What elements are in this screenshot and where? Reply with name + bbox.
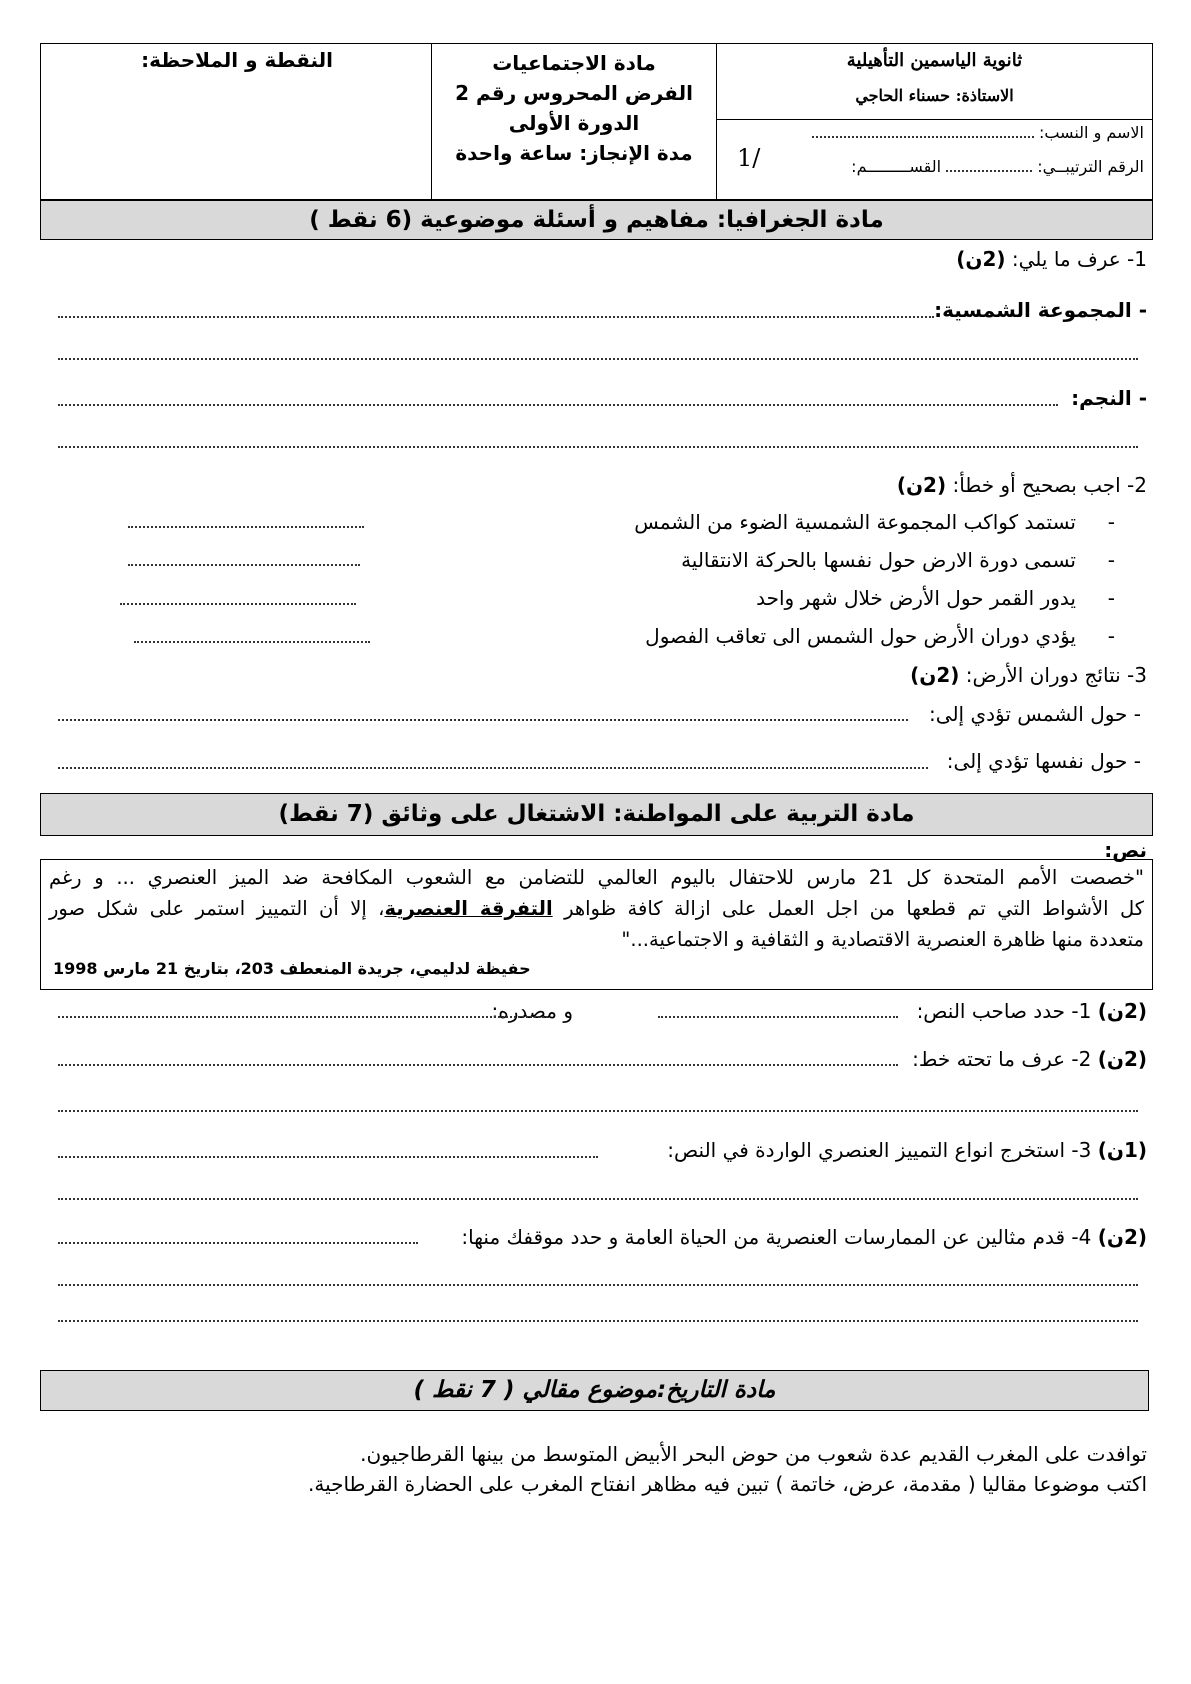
answer-line[interactable] <box>58 1016 548 1018</box>
history-section-title: مادة التاريخ:موضوع مقالي ( 7 نقط ) <box>40 1370 1149 1411</box>
statement-item: - يؤدي دوران الأرض حول الشمس الى تعاقب الفصول <box>645 624 1115 648</box>
geo-q2: 2- اجب بصحيح أو خطأ: (2ن) <box>896 473 1147 497</box>
student-name-field[interactable] <box>812 122 1144 142</box>
text-line-2: كل الأشواط التي تم قطعها من اجل العمل على ازالة كافة ظواهر التفرقة العنصرية، إلا أن التمييز استمر على شكل صور <box>49 897 1145 920</box>
underlined-term: التفرقة العنصرية <box>384 897 553 920</box>
civics-q1-source: و مصدره: <box>491 999 573 1023</box>
school-name: ثانوية الياسمين التأهيلية <box>846 50 1023 71</box>
statement-item: - تستمد كواكب المجموعة الشمسية الضوء من الشمس <box>634 510 1115 534</box>
geo-q3: 3- نتائج دوران الأرض: (2ن) <box>910 663 1147 687</box>
subject-title: مادة الاجتماعيات <box>492 51 656 75</box>
header-divider <box>717 119 1152 120</box>
answer-line[interactable] <box>58 767 928 769</box>
civics-q1: (2ن) 1- حدد صاحب النص: <box>916 999 1147 1023</box>
header-table <box>40 43 1153 200</box>
answer-line[interactable] <box>120 603 356 605</box>
civics-q4: (2ن) 4- قدم مثالين عن الممارسات العنصرية من الحياة العامة و حدد موقفك منها: <box>461 1225 1147 1249</box>
class-label: القســـــــــم: <box>851 157 942 176</box>
answer-line[interactable] <box>58 1242 418 1244</box>
geo-term-star: - النجم: <box>1071 386 1147 410</box>
answer-line[interactable] <box>58 1110 1138 1112</box>
geo-term-solar-system: - المجموعة الشمسية: <box>934 298 1147 322</box>
answer-line[interactable] <box>658 1016 898 1018</box>
answer-line[interactable] <box>58 1064 898 1066</box>
history-task: اكتب موضوعا مقاليا ( مقدمة، عرض، خاتمة ) تبين فيه مظاهر انفتاح المغرب على الحضارة القرطاجية. <box>307 1472 1147 1496</box>
history-intro: توافدت على المغرب القديم عدة شعوب من حوض البحر الأبيض المتوسط من بينها القرطاجيون. <box>360 1442 1147 1466</box>
source-text-box <box>40 859 1153 990</box>
name-dots <box>812 122 1034 138</box>
answer-line[interactable] <box>134 641 370 643</box>
teacher-name: الاستاذة: حسناء الحاجي <box>855 86 1014 105</box>
answer-line[interactable] <box>58 404 1058 406</box>
answer-line[interactable] <box>58 358 1138 360</box>
answer-line[interactable] <box>58 1284 1138 1286</box>
header-grade-cell <box>42 44 431 199</box>
civics-section-title: مادة التربية على المواطنة: الاشتغال على وثائق (7 نقط) <box>40 793 1153 836</box>
text-line-3: متعددة منها ظاهرة العنصرية الاقتصادية و الثقافية و الاجتماعية..." <box>621 928 1144 951</box>
answer-line[interactable] <box>58 1156 598 1158</box>
answer-line[interactable] <box>128 526 364 528</box>
answer-line[interactable] <box>58 316 934 318</box>
name-label: الاسم و النسب: <box>1038 123 1144 142</box>
answer-line[interactable] <box>58 1320 1138 1322</box>
geography-section-title: مادة الجغرافيا: مفاهيم و أسئلة موضوعية (6 نقط ) <box>40 200 1153 240</box>
session-title: الدورة الأولى <box>508 111 640 135</box>
duration-title: مدة الإنجاز: ساعة واحدة <box>455 141 693 165</box>
answer-line[interactable] <box>58 446 1138 448</box>
answer-line[interactable] <box>128 564 360 566</box>
civics-q3: (1ن) 3- استخرج انواع التمييز العنصري الواردة في النص: <box>667 1138 1147 1162</box>
page-mark: 1/ <box>737 144 761 172</box>
number-label: الرقم الترتيبــي: <box>1037 157 1144 176</box>
geo-q3-sun: - حول الشمس تؤدي إلى: <box>929 702 1141 726</box>
statement-item: - يدور القمر حول الأرض خلال شهر واحد <box>756 586 1115 610</box>
answer-line[interactable] <box>58 719 908 721</box>
civics-q2: (2ن) 2- عرف ما تحته خط: <box>912 1047 1147 1071</box>
exam-title: الفرض المحروس رقم 2 <box>455 81 693 105</box>
grade-label: النقطة و الملاحظة: <box>141 48 333 72</box>
statement-item: - تسمى دورة الارض حول نفسها بالحركة الانتقالية <box>681 548 1115 572</box>
student-number-field[interactable] <box>851 156 1144 176</box>
number-dots <box>946 156 1032 172</box>
text-source: حفيظة لدليمي، جريدة المنعطف 203، بتاريخ 21 مارس 1998 <box>53 959 531 978</box>
text-line-1: "خصصت الأمم المتحدة كل 21 مارس للاحتفال باليوم العالمي للتضامن مع الشعوب المكافحة ضد الميز العنصري ... و رغم <box>49 866 1144 889</box>
geo-q3-self: - حول نفسها تؤدي إلى: <box>946 749 1141 773</box>
text-label: نص: <box>1104 838 1147 862</box>
answer-line[interactable] <box>58 1198 1138 1200</box>
header-subject-cell <box>431 44 716 199</box>
header-school-cell <box>716 44 1152 199</box>
geo-q1: 1- عرف ما يلي: (2ن) <box>956 247 1147 271</box>
